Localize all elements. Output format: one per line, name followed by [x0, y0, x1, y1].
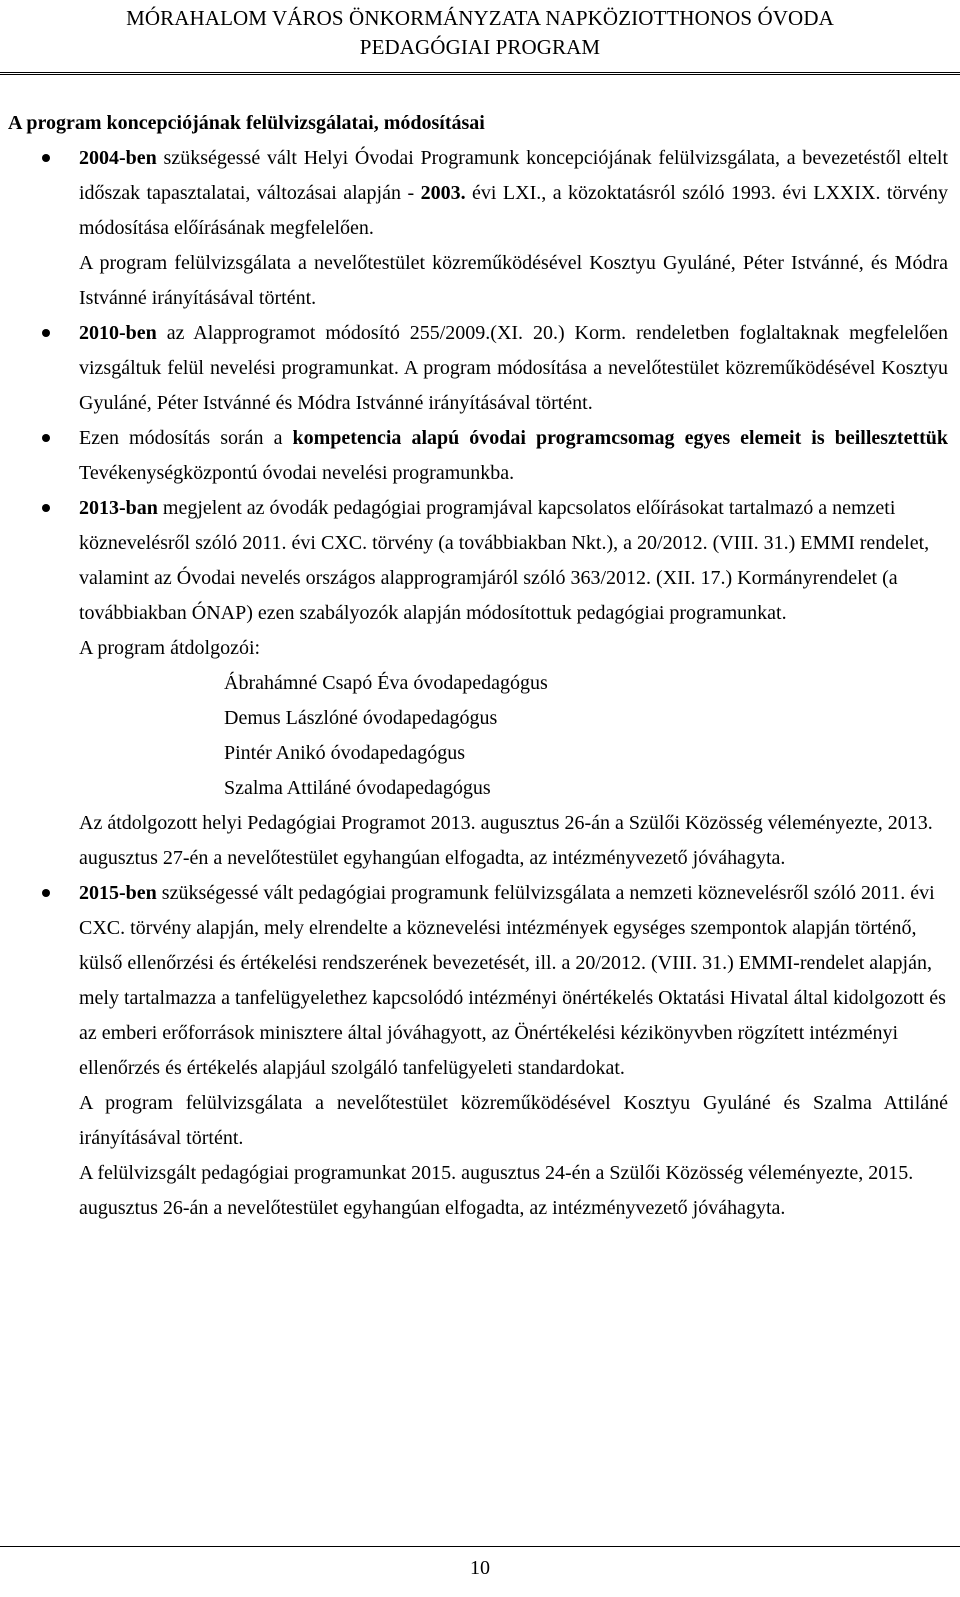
paragraph-2013 — [79, 491, 948, 631]
text-2004-a: szükségessé vált Helyi Óvodai Programunk koncepciójának felülvizsgálata, a bevezetéstől eltelt időszak tapasztalatai, változásai alapján - — [79, 147, 948, 204]
authors-list — [79, 666, 948, 806]
author-name: Ábrahámné Csapó Éva óvodapedagógus — [224, 672, 548, 694]
year-2015: 2015-ben — [79, 882, 157, 904]
page-header — [0, 0, 960, 66]
approval-2015: A felülvizsgált pedagógiai programunkat 2015. augusztus 24-én a Szülői Közösség véleményezte, 2015. augusztus 26-án a nevelőtestület egyhangúan elfogadta, az intézményvezető jóváhagyta. — [79, 1162, 914, 1219]
paragraph-2015-review: A program felülvizsgálata a nevelőtestület közreműködésével Kosztyu Gyuláné és Szalma Attiláné irányításával történt. — [79, 1092, 948, 1149]
year-2013: 2013-ban — [79, 497, 158, 519]
text-2015: szükségessé vált pedagógiai programunk felülvizsgálata a nemzeti köznevelésről szóló 2011. évi CXC. törvény alapján, mely elrendelte a köznevelési intézmények egységes szempontok alapján történő, külső ellenőrzési és értékelési rendszerének bevezetését, ill. a 20/2012. (VIII. 31.) EMMI-rendelet alapján, mely tartalmazza a tanfelügyelethez kapcsolódó intézményi önértékelés Oktatási Hivatal által kidolgozott és az emberi erőforrások minisztere által jóváhagyott, az Önértékelési kézikönyvben rögzített intézményi ellenőrzés és értékelés alapjául szolgáló tanfelügyeleti standardokat. — [79, 882, 946, 1079]
bullet-icon — [42, 434, 50, 442]
approval-2013: Az átdolgozott helyi Pedagógiai Programot 2013. augusztus 26-án a Szülői Közösség véleményezte, 2013. augusztus 27-én a nevelőtestület egyhangúan elfogadta, az intézményvezető jóváhagyta. — [79, 812, 933, 869]
bullet-icon — [42, 329, 50, 337]
author-name: Demus Lászlóné óvodapedagógus — [224, 707, 498, 729]
paragraph-kompetencia — [79, 421, 948, 491]
list-item-2010 — [8, 316, 948, 421]
section-title: A program koncepciójának felülvizsgálatai, módosításai — [8, 112, 485, 134]
text-2013: megjelent az óvodák pedagógiai programjával kapcsolatos előírásokat tartalmazó a nemzeti köznevelésről szóló 2011. évi CXC. törvény (a továbbiakban Nkt.), a 20/2012. (VIII. 31.) EMMI rendelet, valamint az Óvodai nevelés országos alapprogramjáról szóló 363/2012. (XII. 17.) Kormányrendelet (a továbbiakban ÓNAP) ezen szabályozók alapján módosítottuk pedagógiai programunkat. — [79, 497, 930, 624]
header-document-title: PEDAGÓGIAI PROGRAM — [359, 35, 601, 59]
footer-rule — [0, 1546, 960, 1547]
list-item-2004 — [8, 141, 948, 316]
paragraph-2004 — [79, 141, 948, 246]
list-item-2015 — [8, 876, 948, 1226]
year-2010: 2010-ben — [79, 322, 157, 344]
text-kompetencia-a: Ezen módosítás során a — [79, 427, 293, 449]
author-name: Pintér Anikó óvodapedagógus — [224, 742, 466, 764]
list-item-2013 — [8, 491, 948, 876]
bullet-icon — [42, 504, 50, 512]
year-2003: 2003. — [420, 182, 466, 204]
bullet-icon — [42, 889, 50, 897]
page-content — [8, 108, 960, 1226]
text-2004-b: évi LXI., a közoktatásról szóló 1993. évi LXXIX. törvény módosítása előírásának megfelelően. — [79, 182, 949, 239]
authors-label: A program átdolgozói: — [79, 637, 261, 659]
year-2004: 2004-ben — [79, 147, 157, 169]
list-item-kompetencia — [8, 421, 948, 491]
paragraph-2010 — [79, 316, 948, 421]
paragraph-2004-review: A program felülvizsgálata a nevelőtestület közreműködésével Kosztyu Gyuláné, Péter Istvánné, és Módra Istvánné irányításával történt. — [79, 252, 948, 309]
page-number: 10 — [470, 1557, 490, 1579]
header-institution: MÓRAHALOM VÁROS ÖNKORMÁNYZATA NAPKÖZIOTTHONOS ÓVODA — [126, 6, 834, 30]
author-name: Szalma Attiláné óvodapedagógus — [224, 777, 491, 799]
text-kompetencia-b: Tevékenységközpontú óvodai nevelési programunkba. — [79, 462, 515, 484]
paragraph-2015 — [79, 876, 948, 1086]
bullet-icon — [42, 154, 50, 162]
header-rule — [0, 72, 960, 75]
text-kompetencia-bold: kompetencia alapú óvodai programcsomag egyes elemeit is beillesztettük — [292, 427, 949, 449]
text-2010: az Alapprogramot módosító 255/2009.(XI. 20.) Korm. rendeletben foglaltaknak megfelelően vizsgáltuk felül nevelési programunkat. A program módosítása a nevelőtestület közreműködésével Kosztyu Gyuláné, Péter Istvánné és Módra Istvánné irányításával történt. — [79, 322, 948, 414]
